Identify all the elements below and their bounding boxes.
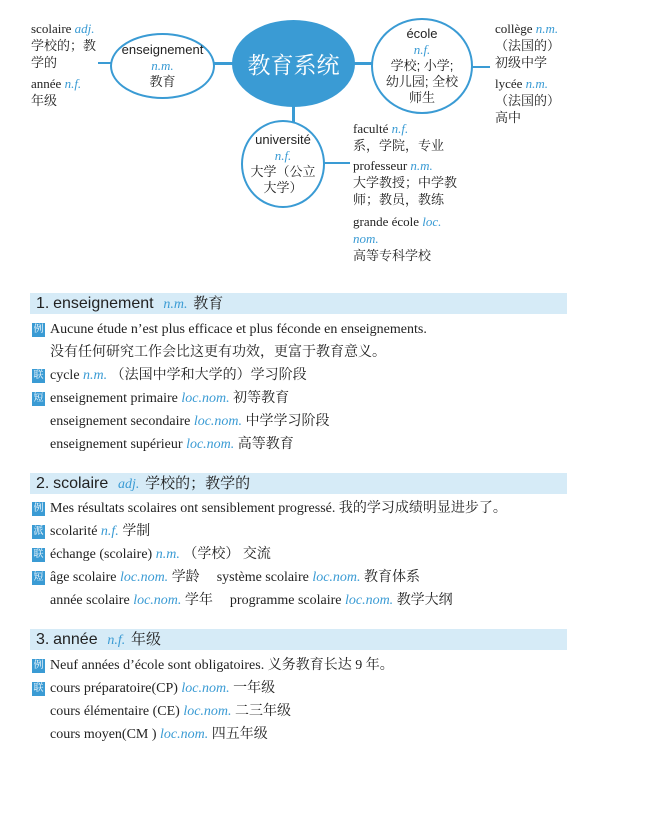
section-meaning: 教育 bbox=[193, 296, 224, 312]
section-word: scolaire bbox=[53, 475, 109, 492]
tag-example-icon: 例 bbox=[33, 324, 44, 335]
word-meaning: （法国的） bbox=[495, 38, 561, 53]
row-zh: 初等教育 bbox=[233, 391, 290, 406]
section-pos: adj. bbox=[117, 477, 140, 492]
row-zh: 高等教育 bbox=[237, 437, 294, 452]
word-pos: n.f. bbox=[391, 121, 409, 136]
mindmap-word-professeur bbox=[353, 157, 483, 208]
word-fr: faculté bbox=[353, 121, 389, 136]
word-pos: n.m. bbox=[410, 158, 433, 173]
row-zh: 四五年级 bbox=[211, 727, 268, 742]
row-pos: loc.nom. bbox=[186, 437, 235, 452]
bubble-pos: n.f. bbox=[413, 42, 431, 57]
row-zh: 中学学习阶段 bbox=[245, 414, 330, 429]
section-word: année bbox=[53, 631, 98, 648]
row-zh: 二三年级 bbox=[235, 704, 292, 719]
section-pos: n.m. bbox=[163, 297, 188, 312]
example-row bbox=[32, 321, 427, 339]
row-pos: loc.nom. bbox=[193, 414, 243, 429]
bubble-meaning: 师生 bbox=[408, 90, 435, 105]
related-row bbox=[50, 703, 291, 721]
row-fr: cours élémentaire (CE) bbox=[50, 704, 180, 719]
row-fr: échange (scolaire) bbox=[50, 547, 153, 562]
bubble-universite bbox=[241, 120, 325, 208]
word-fr: lycée bbox=[495, 76, 523, 91]
word-fr: grande école bbox=[353, 214, 420, 229]
connector-line bbox=[322, 162, 350, 164]
example-row bbox=[32, 657, 394, 675]
section-number: 1. bbox=[36, 295, 50, 312]
section-meaning: 年级 bbox=[130, 632, 161, 648]
row-pos: loc.nom. bbox=[160, 727, 209, 742]
word-fr: professeur bbox=[353, 158, 408, 173]
word-meaning: （法国的） bbox=[495, 93, 561, 108]
bubble-meaning: 幼儿园; 全校 bbox=[385, 74, 459, 89]
word-meaning: 系，学院，专业 bbox=[353, 138, 445, 153]
word-pos: nom. bbox=[353, 231, 379, 246]
row-fr: cours moyen(CM ) bbox=[50, 727, 157, 742]
bubble-pos: n.f. bbox=[274, 148, 292, 163]
bubble-enseignement bbox=[110, 33, 215, 99]
bubble-word: enseignement bbox=[121, 42, 204, 57]
mindmap-word-annee bbox=[31, 75, 111, 109]
bubble-meaning: 大学） bbox=[263, 180, 303, 195]
bubble-word: université bbox=[255, 132, 311, 147]
word-fr: scolaire bbox=[31, 21, 72, 36]
mindmap-word-college bbox=[495, 20, 595, 71]
bubble-ecole bbox=[371, 18, 473, 114]
connector-line bbox=[212, 62, 234, 65]
row-pos: loc.nom. bbox=[181, 391, 230, 406]
tag-derived-icon: 派 bbox=[33, 526, 44, 537]
row-zh: 学龄 bbox=[171, 570, 200, 585]
related-row bbox=[32, 546, 271, 564]
row-pos: n.m. bbox=[155, 547, 180, 562]
row-fr: scolarité bbox=[50, 524, 98, 539]
row-pos: loc.nom. bbox=[133, 593, 182, 608]
row-pos: loc.nom. bbox=[119, 570, 169, 585]
tag-phrase-icon: 短 bbox=[33, 393, 44, 404]
row-zh: 学年 bbox=[184, 593, 213, 608]
example-row bbox=[32, 500, 507, 518]
word-meaning: 大学教授；中学教 bbox=[353, 175, 458, 190]
word-fr: année bbox=[31, 76, 62, 91]
section-pos: n.f. bbox=[107, 633, 126, 648]
phrase-row bbox=[50, 413, 330, 431]
word-meaning: 高中 bbox=[495, 110, 522, 125]
word-meaning: 师；教员，教练 bbox=[353, 192, 445, 207]
row-zh: 教育体系 bbox=[364, 570, 421, 585]
row-text: 没有任何研究工作会比这更有功效，更富于教育意义。 bbox=[50, 345, 386, 360]
word-meaning: 年级 bbox=[31, 93, 58, 108]
tag-related-icon: 联 bbox=[33, 683, 44, 694]
bubble-meaning: 教育 bbox=[149, 74, 176, 89]
mindmap-word-lycee bbox=[495, 75, 595, 126]
section-number: 2. bbox=[36, 475, 50, 492]
row-fr: enseignement supérieur bbox=[50, 437, 183, 452]
row-pos: loc.nom. bbox=[183, 704, 232, 719]
bubble-meaning: 大学（公立 bbox=[250, 164, 316, 179]
row-pos: loc.nom. bbox=[312, 570, 361, 585]
related-row bbox=[32, 680, 275, 698]
row-text: Aucune étude n’est plus efficace et plus féconde en enseignements. bbox=[50, 322, 427, 337]
row-zh: 教学大纲 bbox=[396, 593, 453, 608]
row-pos: loc.nom. bbox=[181, 681, 230, 696]
derived-row bbox=[32, 523, 150, 541]
mindmap-word-grande-ecole bbox=[353, 213, 483, 264]
row-fr: âge scolaire bbox=[50, 570, 117, 585]
center-topic: 教育系统 bbox=[232, 20, 355, 107]
tag-example-icon: 例 bbox=[33, 503, 44, 514]
bubble-meaning: 学校; 小学; bbox=[390, 58, 454, 73]
tag-related-icon: 联 bbox=[33, 549, 44, 560]
word-pos: n.f. bbox=[64, 76, 82, 91]
tag-example-icon: 例 bbox=[33, 660, 44, 671]
bubble-pos: n.m. bbox=[151, 58, 174, 73]
tag-related-icon: 联 bbox=[33, 370, 44, 381]
word-pos: n.m. bbox=[535, 21, 559, 36]
word-meaning: 初级中学 bbox=[495, 55, 548, 70]
word-fr: collège bbox=[495, 21, 533, 36]
connector-line bbox=[470, 66, 490, 68]
row-zh: 学制 bbox=[122, 524, 151, 539]
row-text: Neuf années d’école sont obligatoires. 义务教育长达 9 年。 bbox=[50, 658, 394, 673]
mindmap-word-scolaire bbox=[31, 20, 111, 71]
row-fr: programme scolaire bbox=[229, 593, 342, 608]
word-meaning: 高等专科学校 bbox=[353, 248, 432, 263]
word-pos: n.m. bbox=[525, 76, 549, 91]
row-fr: système scolaire bbox=[216, 570, 309, 585]
related-row bbox=[32, 367, 307, 385]
row-fr: année scolaire bbox=[50, 593, 130, 608]
phrase-row bbox=[50, 436, 294, 454]
row-fr: enseignement secondaire bbox=[50, 414, 191, 429]
section-word: enseignement bbox=[53, 295, 154, 312]
section-header-enseignement bbox=[30, 293, 567, 314]
phrase-row bbox=[32, 569, 420, 587]
word-pos: loc. bbox=[422, 214, 442, 229]
word-meaning: 学的 bbox=[31, 55, 58, 70]
row-pos: n.f. bbox=[100, 524, 119, 539]
phrase-row bbox=[32, 390, 289, 408]
tag-phrase-icon: 短 bbox=[33, 572, 44, 583]
bubble-word: école bbox=[406, 26, 438, 41]
word-pos: adj. bbox=[74, 21, 95, 36]
row-fr: enseignement primaire bbox=[50, 391, 178, 406]
row-pos: loc.nom. bbox=[344, 593, 394, 608]
section-header-annee bbox=[30, 629, 567, 650]
row-zh: （法国中学和大学的）学习阶段 bbox=[110, 368, 307, 383]
related-row bbox=[50, 726, 268, 744]
row-fr: cycle bbox=[50, 368, 80, 383]
mindmap-word-faculte bbox=[353, 120, 483, 154]
phrase-row bbox=[50, 592, 453, 610]
word-meaning: 学校的；教 bbox=[31, 38, 97, 53]
row-zh: （学校） 交流 bbox=[183, 547, 271, 562]
example-translation-row bbox=[50, 344, 386, 362]
row-pos: n.m. bbox=[83, 368, 108, 383]
section-meaning: 学校的；教学的 bbox=[145, 476, 251, 492]
section-number: 3. bbox=[36, 631, 50, 648]
row-zh: 一年级 bbox=[233, 681, 276, 696]
section-header-scolaire bbox=[30, 473, 567, 494]
row-text: Mes résultats scolaires ont sensiblement progressé. 我的学习成绩明显进步了。 bbox=[50, 501, 507, 516]
row-fr: cours préparatoire(CP) bbox=[50, 681, 178, 696]
